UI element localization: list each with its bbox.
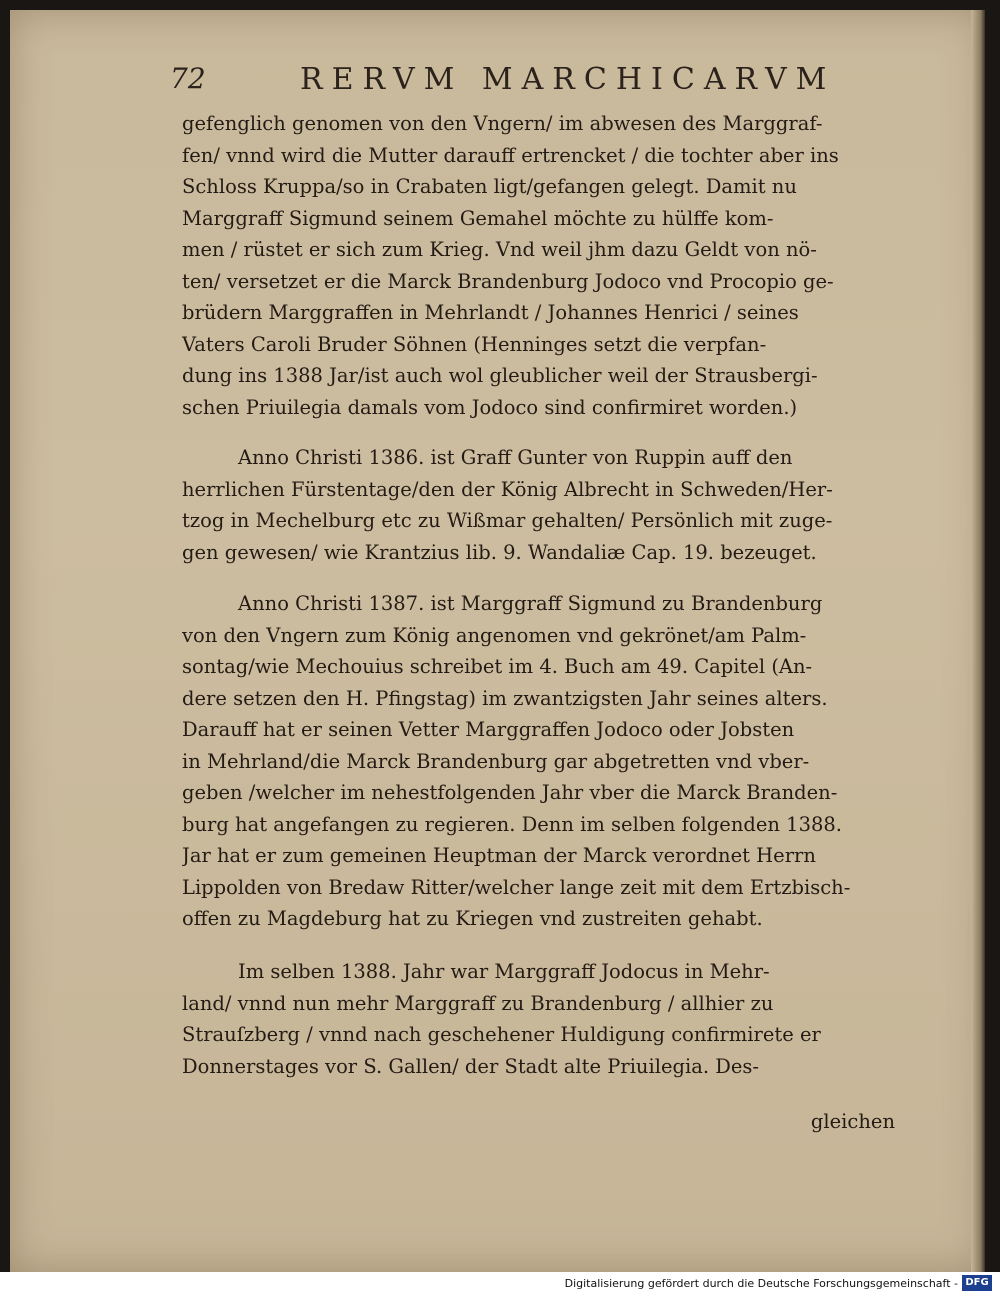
- text-line: in Mehrland/die Marck Brandenburg gar abgetretten vnd vber-: [182, 749, 810, 773]
- text-line: dung ins 1388 Jar/ist auch wol gleublicher weil der Strausbergi-: [182, 364, 818, 387]
- page-header: [170, 62, 890, 102]
- text-line: Schloss Kruppa/so in Crabaten ligt/gefangen gelegt. Damit nu: [182, 175, 797, 198]
- text-line: gefenglich genomen von den Vngern/ im abwesen des Marggraf-: [182, 112, 823, 135]
- text-line: Im selben 1388. Jahr war Marggraff Jodocus in Mehr-: [238, 960, 770, 983]
- text-line: fen/ vnnd wird die Mutter darauff ertrencket / die tochter aber ins: [182, 143, 839, 167]
- text-line: Strauſzberg / vnnd nach geschehener Huldigung confirmirete er: [182, 1023, 821, 1046]
- dfg-logo-icon[interactable]: DFG: [962, 1275, 992, 1291]
- running-title: RERVM MARCHICARVM: [300, 62, 836, 97]
- text-line: Jar hat er zum gemeinen Heuptman der Marck verordnet Herrn: [182, 844, 816, 867]
- text-line: geben /welcher im nehestfolgenden Jahr vber die Marck Branden-: [182, 781, 838, 804]
- paragraph-1: [182, 108, 922, 423]
- text-line: ten/ versetzet er die Marck Brandenburg Jodoco vnd Procopio ge-: [182, 269, 834, 293]
- catchword: gleichen: [810, 1110, 895, 1133]
- text-line: Donnerstages vor S. Gallen/ der Stadt alte Priuilegia. Des-: [182, 1054, 760, 1078]
- book-page: [10, 10, 985, 1272]
- text-line: dere setzen den H. Pfingstag) im zwantzigsten Jahr seines alters.: [182, 686, 828, 710]
- text-line: land/ vnnd nun mehr Marggraff zu Brandenburg / allhier zu: [182, 991, 774, 1015]
- text-line: sontag/wie Mechouius schreibet im 4. Buch am 49. Capitel (An-: [182, 655, 813, 678]
- paragraph-2: [182, 442, 922, 568]
- digitization-footer: [0, 1272, 1000, 1296]
- text-line: herrlichen Fürstentage/den der König Albrecht in Schweden/Her-: [182, 477, 833, 501]
- text-line: Marggraff Sigmund seinem Gemahel möchte zu hülffe kom-: [182, 206, 774, 230]
- paragraph-4: [182, 956, 922, 1082]
- text-line: Darauff hat er seinen Vetter Marggraffen Jodoco oder Jobsten: [182, 718, 795, 741]
- text-line: von den Vngern zum König angenomen vnd gekrönet/am Palm-: [182, 623, 807, 647]
- text-line: Lippolden von Bredaw Ritter/welcher lange zeit mit dem Ertzbisch-: [182, 875, 851, 899]
- text-line: offen zu Magdeburg hat zu Kriegen vnd zustreiten gehabt.: [182, 907, 763, 930]
- footer-credit: Digitalisierung gefördert durch die Deutsche Forschungsgemeinschaft -: [564, 1277, 958, 1290]
- text-line: schen Priuilegia damals vom Jodoco sind confirmiret worden.): [182, 395, 798, 419]
- text-line: brüdern Marggraffen in Mehrlandt / Johannes Henrici / seines: [182, 301, 799, 324]
- page-number: 72: [170, 62, 206, 95]
- text-line: men / rüstet er sich zum Krieg. Vnd weil jhm dazu Geldt von nö-: [182, 238, 817, 261]
- text-line: tzog in Mechelburg etc zu Wißmar gehalten/ Persönlich mit zuge-: [182, 509, 833, 532]
- text-line: Anno Christi 1387. ist Marggraff Sigmund zu Brandenburg: [238, 592, 823, 615]
- text-line: Vaters Caroli Bruder Söhnen (Henninges setzt die verpfan-: [182, 332, 767, 356]
- text-line: gen gewesen/ wie Krantzius lib. 9. Wandaliæ Cap. 19. bezeuget.: [182, 540, 817, 564]
- paragraph-3: [182, 588, 922, 935]
- text-line: Anno Christi 1386. ist Graff Gunter von Ruppin auff den: [238, 446, 793, 469]
- page-spine-shadow: [971, 10, 985, 1272]
- text-line: burg hat angefangen zu regieren. Denn im selben folgenden 1388.: [182, 812, 842, 836]
